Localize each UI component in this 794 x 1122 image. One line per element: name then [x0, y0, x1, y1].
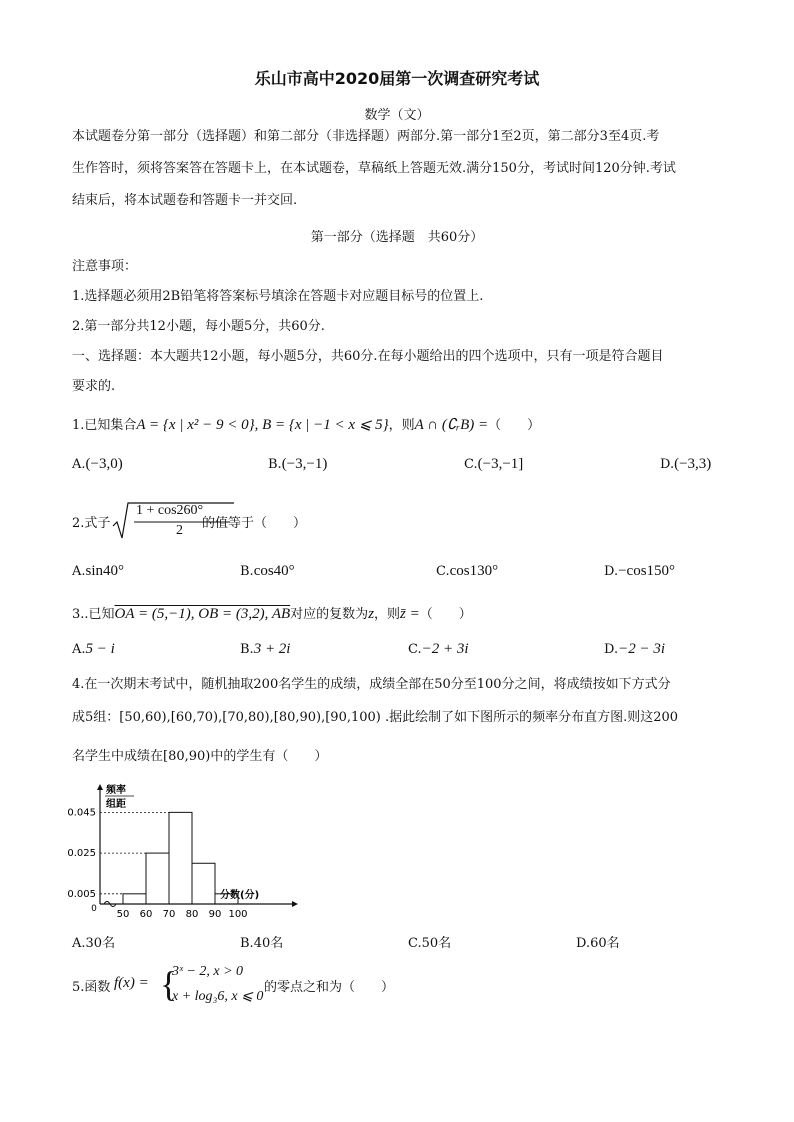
y-tick-label: 0.005 — [67, 888, 96, 900]
q1-option-c: C.(−3,−1] — [464, 456, 524, 472]
x-tick-label: 80 — [185, 909, 199, 918]
part1-heading: 第一部分（选择题 共60分） — [310, 230, 484, 245]
q2-option-a: A.sin40° — [72, 563, 125, 579]
q4-option-b: B.40名 — [240, 936, 284, 951]
q2-numerator: 1 + cos260° — [136, 503, 204, 518]
frequency-histogram — [66, 782, 306, 918]
exam-subtitle: 数学（文） — [364, 108, 430, 123]
q1-blank: （ ） — [488, 418, 541, 433]
q2-option-b: B.cos40° — [240, 563, 295, 579]
q3-mid2: ，则 — [374, 607, 401, 622]
q1-option-d: D.(−3,3) — [660, 456, 712, 472]
q3-mid: 对应的复数为 — [290, 607, 369, 622]
q5-case-2: x + log₃6, x ⩽ 0 — [172, 989, 264, 1004]
notes-title: 注意事项： — [72, 259, 138, 274]
q2-denominator: 2 — [176, 523, 183, 538]
x-tick-label: 70 — [162, 909, 176, 918]
q2-option-d: D.−cos150° — [604, 563, 676, 579]
q5-prefix: 5.函数 — [72, 980, 111, 995]
q3-option-a: A.5 − i — [72, 641, 115, 657]
q3-option-b: B.3 + 2i — [240, 641, 291, 657]
note-1: 1.选择题必须用2B铅笔将答案标号填涂在答题卡对应题目标号的位置上. — [72, 289, 484, 304]
origin-label: 0 — [91, 904, 97, 914]
question-1 — [72, 414, 540, 434]
q4-option-d: D.60名 — [576, 936, 620, 951]
q1-prefix: 1.已知集合 — [72, 418, 137, 433]
y-tick-label: 0.045 — [67, 807, 96, 819]
q3-option-c: C.−2 + 3i — [408, 641, 469, 657]
q1-mid: ，则 — [388, 418, 415, 433]
q3-option-d: D.−2 − 3i — [604, 641, 666, 657]
x-tick-label: 100 — [228, 909, 248, 918]
intro-line-1: 本试题卷分第一部分（选择题）和第二部分（非选择题）两部分.第一部分1至2页，第二部分3至4页.考 — [72, 129, 660, 144]
section-instructions: 一、选择题：本大题共12小题，每小题5分，共60分.在每小题给出的四个选项中，只有一项是符合题目 — [72, 349, 664, 364]
note-2: 2.第一部分共12小题，每小题5分，共60分. — [72, 319, 325, 334]
x-tick-label: 90 — [208, 909, 222, 918]
y-tick-label: 0.025 — [67, 848, 96, 860]
x-axis-arrow-icon — [292, 901, 298, 907]
x-tick-label: 50 — [116, 909, 130, 918]
q2-prefix: 2.式子 — [72, 516, 111, 531]
q1-sets: A = {x | x² − 9 < 0}, B = {x | −1 < x ⩽ 5} — [136, 417, 389, 433]
left-brace-icon: { — [160, 964, 178, 1004]
question-3 — [72, 603, 472, 623]
intro-line-2: 生作答时，须将答案答在答题卡上，在本试题卷，草稿纸上答题无效.满分150分，考试时间120分钟.考试 — [72, 161, 676, 176]
q5-suffix: 的零点之和为（ ） — [264, 980, 395, 995]
histogram-bar — [192, 863, 215, 904]
exam-title: 乐山市高中2020届第一次调查研究考试 — [254, 69, 540, 88]
q3-zbar: z̄ = — [400, 606, 420, 622]
q5-fx: f(x) = — [114, 975, 149, 991]
q4-option-a: A.30名 — [72, 936, 116, 951]
q2-suffix: 的值等于（ ） — [202, 516, 307, 531]
y-label-bottom: 组距 — [106, 799, 126, 810]
x-axis-label: 分数(分) — [220, 890, 260, 901]
q3-vectors: OA = (5,−1), OB = (3,2), AB — [114, 606, 291, 622]
q4-line-2: 成5组：[50,60),[60,70),[70,80),[80,90),[90,100) .据此绘制了如下图所示的频率分布直方图.则这200 — [72, 710, 679, 725]
histogram-bar — [169, 812, 192, 904]
q1-option-b: B.(−3,−1) — [268, 456, 328, 472]
q5-case-1: 3ˣ − 2, x > 0 — [172, 964, 244, 979]
x-tick-label: 60 — [139, 909, 153, 918]
q3-prefix: 3..已知 — [72, 607, 115, 622]
question-5 — [72, 962, 472, 1012]
q2-option-c: C.cos130° — [436, 563, 499, 579]
section-instructions-cont: 要求的. — [72, 379, 116, 394]
histogram-bar — [123, 894, 146, 904]
intro-line-3: 结束后，将本试题卷和答题卡一并交回. — [72, 193, 298, 208]
q1-option-a: A.(−3,0) — [72, 456, 123, 472]
q4-option-c: C.50名 — [408, 936, 452, 951]
q3-z: z — [368, 606, 375, 622]
q4-line-1: 4.在一次期末考试中，随机抽取200名学生的成绩，成绩全部在50分至100分之间，将成绩按如下方式分 — [72, 677, 671, 692]
q4-line-3: 名学生中成绩在[80,90)中的学生有（ ） — [72, 749, 328, 764]
y-label-top: 频率 — [106, 785, 126, 796]
y-axis-arrow-icon — [97, 784, 103, 790]
histogram-bar — [146, 853, 169, 904]
q3-blank: （ ） — [419, 607, 472, 622]
q1-expr: A ∩ (∁ᵣB) = — [414, 417, 489, 433]
